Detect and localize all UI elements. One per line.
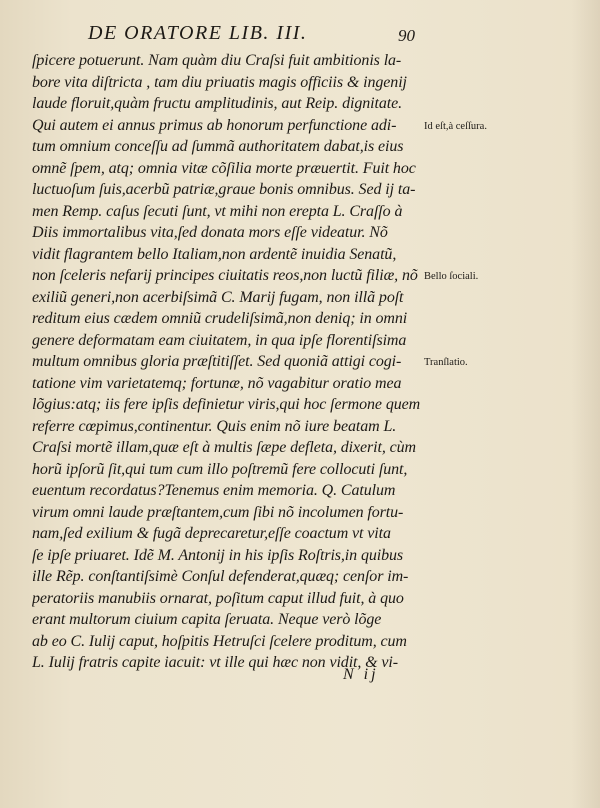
page-number: 90 [398,26,415,45]
text-line: peratoriis manubiis ornarat, poſitum caput illud fuit, à quo [32,589,404,607]
text-line: ſpicere potuerunt. Nam quàm diu Craſsi fuit ambitionis la- [32,52,402,69]
marginal-note: Tranſlatio. [424,357,468,368]
page-edge-shadow [572,0,600,808]
text-line: erant multorum ciuium capita ſeruata. Neque verò lõge [32,611,382,628]
text-line: exiliũ generi,non acerbiſsimã C. Marij fugam, non illã poſt [32,288,404,306]
text-line: nam,ſed exilium & fugã deprecaretur,eſſe coactum vt vita [32,525,391,542]
text-line: Qui autem ei annus primus ab honorum perfunctione adi- [32,116,397,134]
text-line: non ſceleris nefarij principes ciuitatis reos,non luctũ filiæ, nõ [32,267,418,284]
text-line: ab eo C. Iulij caput, hoſpitis Hetruſci ſcelere proditum, cum [32,632,407,650]
text-line: reditum eius cædem omniũ crudeliſsimã,non deniq; in omni [32,310,408,327]
text-line: tatione vim varietatemq; fortunæ, nõ vagabitur oratio mea [32,374,402,392]
text-line: multum omnibus gloria præſtitiſſet. Sed quoniã attigi cogi- [32,353,402,370]
text-line: euentum recordatus?Tenemus enim memoria. Q. Catulum [32,482,396,499]
text-line: vidit flagrantem bello Italiam,non ardentẽ inuidia Senatũ, [32,245,397,263]
text-line: laude floruit,quàm fructu amplitudinis, aut Reip. dignitate. [32,95,402,112]
text-line: referre cœpimus,continentur. Quis enim nõ iure beatam L. [32,417,397,435]
text-line: bore vita diſtricta , tam diu priuatis magis officiis & ingenij [32,73,407,91]
text-line: Craſsi mortẽ illam,quæ eſt à multis ſæpe defleta, dixerit, cùm [32,439,416,456]
text-line: L. Iulij fratris capite iacuit: vt ille qui hæc non vidit, & vi- [32,654,398,671]
text-line: genere deformatam eam ciuitatem, in qua ipſe florentiſsima [32,331,407,349]
text-line: ille Rẽp. conſtantiſsimè Conſul defenderat,quæq; cenſor im- [32,568,409,585]
marginal-note: Id eſt,à ceſſura. [424,120,487,132]
text-line: omnẽ ſpem, atq; omnia vitæ cõſilia morte præuertit. Fuit hoc [32,159,416,177]
text-line: virum omni laude præſtantem,cum ſibi nõ incolumen fortu- [32,503,404,521]
text-line: ſe ipſe priuaret. Idẽ M. Antonij in his ipſis Roſtris,in quibus [32,546,404,564]
text-line: luctuoſum ſuis,acerbũ patriæ,graue bonis omnibus. Sed ij ta- [32,181,416,198]
text-line: men Remp. caſus ſecuti ſunt, vt mihi non erepta L. Craſſo à [32,202,403,220]
body-text [32,50,424,674]
marginal-note: Bello ſociali. [424,271,479,282]
text-line: lõgius:atq; iis fere ipſis definietur viris,qui hoc ſermone quem [32,396,421,413]
running-head: DE ORATORE LIB. III. [88,22,308,44]
text-line: horũ ipſorũ ſit,qui tum cum illo poſtremũ fere collocuti ſunt, [32,460,408,478]
signature-mark: N ij [343,666,379,683]
text-line: tum omnium conceſſu ad ſummã authoritatem dabat,is eius [32,138,404,155]
text-line: Diis immortalibus vita,ſed donata mors eſſe videatur. Nõ [32,224,388,241]
